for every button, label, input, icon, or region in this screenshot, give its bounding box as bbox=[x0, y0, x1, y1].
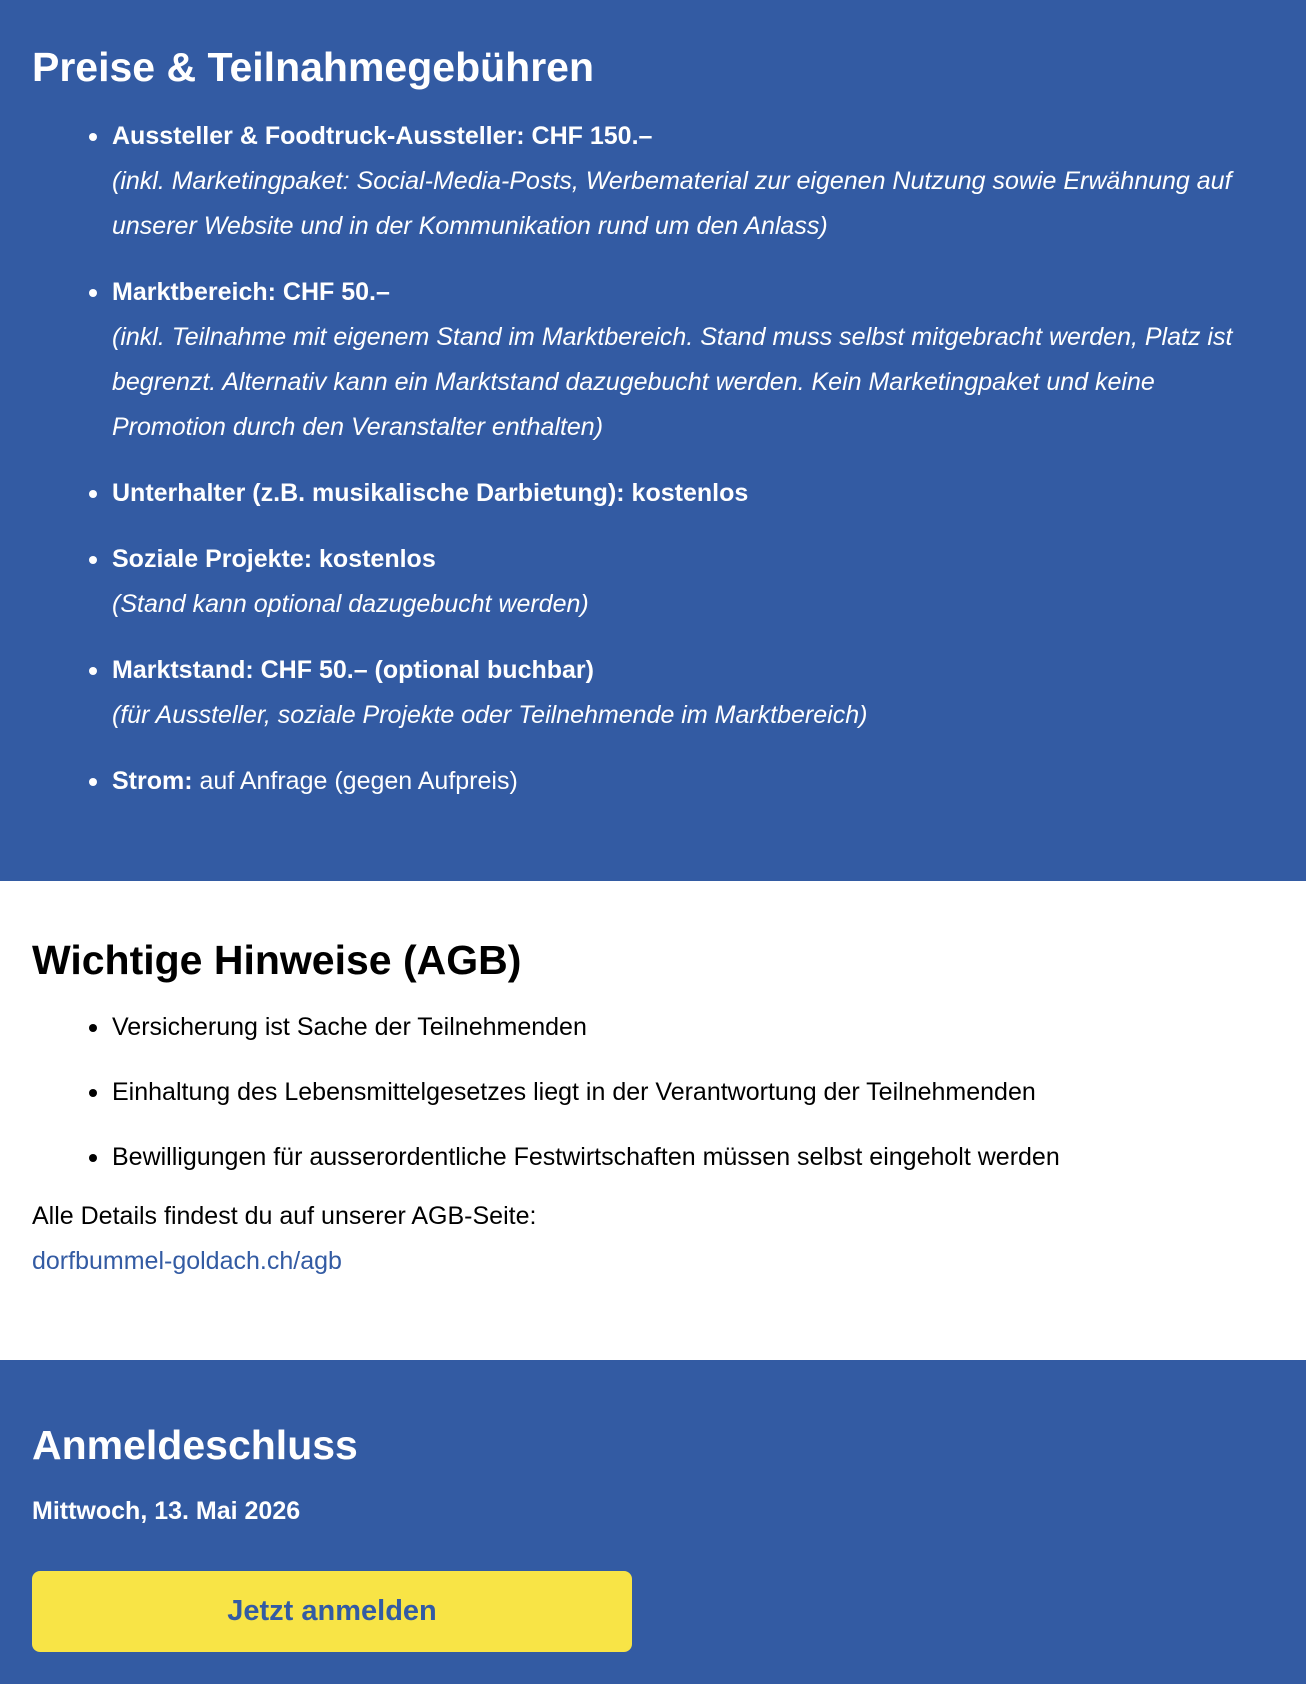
bullet-icon bbox=[89, 667, 97, 675]
register-button[interactable]: Jetzt anmelden bbox=[32, 1571, 632, 1652]
price-item-entertainer bbox=[112, 471, 1274, 516]
price-item-note: (für Aussteller, soziale Projekte oder Teilnehmende im Marktbereich) bbox=[112, 701, 868, 729]
price-item-social-projects bbox=[112, 537, 1274, 627]
price-item-exhibitor bbox=[112, 114, 1274, 249]
deadline-title: Anmeldeschluss bbox=[32, 1422, 358, 1468]
price-item-electricity bbox=[112, 759, 1274, 804]
price-item-note: (inkl. Teilnahme mit eigenem Stand im Marktbereich. Stand muss selbst mitgebracht werden, Platz ist begrenzt. Alternativ kann ein Marktstand dazugebucht werden. Kein Marketingpaket und keine Promotion durch den Veranstalter enthalten) bbox=[112, 323, 1233, 441]
price-item-market-area bbox=[112, 270, 1274, 450]
agb-item-food-law bbox=[112, 1070, 1274, 1115]
agb-link[interactable]: dorfbummel-goldach.ch/agb bbox=[32, 1247, 342, 1275]
deadline-date: Mittwoch, 13. Mai 2026 bbox=[32, 1497, 301, 1525]
agb-item-permits bbox=[112, 1135, 1274, 1180]
agb-title: Wichtige Hinweise (AGB) bbox=[32, 937, 522, 983]
deadline-section bbox=[0, 1360, 1306, 1684]
bullet-icon bbox=[89, 1089, 97, 1097]
price-item-value: auf Anfrage (gegen Aufpreis) bbox=[192, 767, 518, 795]
agb-list bbox=[32, 1005, 1274, 1180]
bullet-icon bbox=[89, 133, 97, 141]
price-item-note: (Stand kann optional dazugebucht werden) bbox=[112, 590, 589, 618]
price-item-label: Marktstand: CHF 50.– (optional buchbar) bbox=[112, 656, 594, 684]
agb-item-text: Versicherung ist Sache der Teilnehmenden bbox=[112, 1013, 587, 1041]
price-item-note: (inkl. Marketingpaket: Social-Media-Posts, Werbematerial zur eigenen Nutzung sowie Erwähnung auf unserer Website und in der Kommunikation rund um den Anlass) bbox=[112, 167, 1232, 240]
price-item-label: Unterhalter (z.B. musikalische Darbietung): kostenlos bbox=[112, 479, 749, 507]
bullet-icon bbox=[89, 1154, 97, 1162]
bullet-icon bbox=[89, 490, 97, 498]
agb-item-text: Bewilligungen für ausserordentliche Festwirtschaften müssen selbst eingeholt werden bbox=[112, 1143, 1060, 1171]
prices-title: Preise & Teilnahmegebühren bbox=[32, 44, 595, 90]
bullet-icon bbox=[89, 556, 97, 564]
price-item-label: Strom: bbox=[112, 767, 193, 795]
price-item-label: Soziale Projekte: kostenlos bbox=[112, 545, 436, 573]
price-item-label: Marktbereich: CHF 50.– bbox=[112, 278, 390, 306]
bullet-icon bbox=[89, 778, 97, 786]
agb-item-text: Einhaltung des Lebensmittelgesetzes liegt in der Verantwortung der Teilnehmenden bbox=[112, 1078, 1036, 1106]
bullet-icon bbox=[89, 289, 97, 297]
bullet-icon bbox=[89, 1024, 97, 1032]
agb-details-text: Alle Details findest du auf unserer AGB-Seite: bbox=[32, 1202, 537, 1230]
price-item-label: Aussteller & Foodtruck-Aussteller: CHF 150.– bbox=[112, 122, 653, 150]
agb-details bbox=[32, 1194, 1274, 1284]
agb-section bbox=[0, 881, 1306, 1360]
price-item-market-stand bbox=[112, 648, 1274, 738]
agb-item-insurance bbox=[112, 1005, 1274, 1050]
prices-list bbox=[32, 114, 1274, 804]
